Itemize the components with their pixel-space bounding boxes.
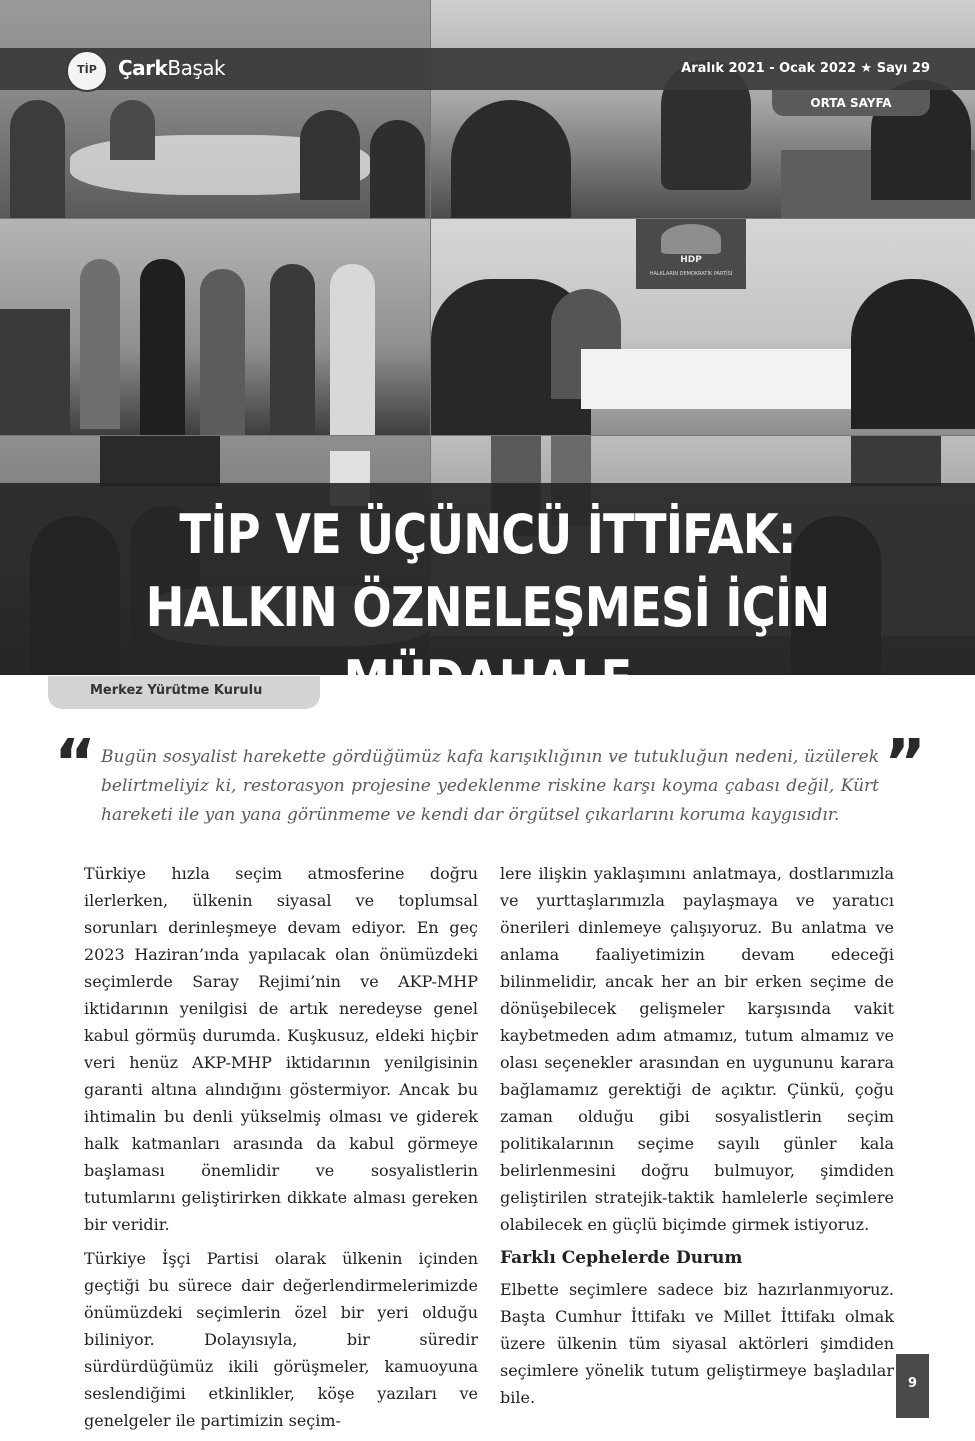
left-column [84, 860, 478, 1441]
logo-text: TİP [77, 63, 97, 76]
page-number: 9 [896, 1354, 929, 1418]
close-quote-icon: ” [884, 727, 927, 801]
hdp-sign-subtitle: HALKLARIN DEMOKRATİK PARTİSİ [649, 271, 733, 277]
brand-bold: Çark [118, 56, 168, 80]
paragraph: Türkiye İşçi Partisi olarak ülkenin içinden geçtiği bu sürece dair değerlendirmelerimizde önümüzdeki seçimlerin özel bir yeri olduğu biliniyor. Dolayısıyla, bir süredir sürdürdüğümüz ikili görüşmeler, kamuoyuna seslendiğimi etkinlikler, köşe yazıları ve genelgeler ile partimizin seçim- [84, 1249, 478, 1430]
section-tag: ORTA SAYFA [772, 90, 930, 116]
title-line-2: HALKIN ÖZNELEŞMESİ İÇİN MÜDAHALE [145, 576, 830, 712]
hdp-sign: HDP [680, 255, 702, 265]
brand-name[interactable] [118, 56, 225, 80]
paragraph: lere ilişkin yaklaşımını anlatmaya, dostlarımızla ve yurttaşlarımızla paylaşmaya ve yaratıcı önerileri dinlemeye çalışıyoruz. Bu anlatma ve anlama faaliyetimizin devam edeceği bilinmelidir, ancak her an bir erken seçime de dönüşebilecek gelişmeler karşısında vakit kaybetmeden adım atmamız, tutum almamız ve olası seçenekler arasından en uygununu karara bağlamamız gerektiği de açıktır. Çünkü, çoğu zaman olduğu gibi sosyalistlerin seçim politikalarının seçime sayılı günler kala belirlenmesini doğru bulmuyor, şimdiden geliştirilen stratejik-taktik hamlelerle seçimlere olabilecek en güçlü biçimde girmek istiyoruz. [500, 864, 894, 1234]
open-quote-icon: “ [54, 727, 97, 801]
group-photo [0, 219, 430, 435]
issue-info: Aralık 2021 - Ocak 2022 ★ Sayı 29 [681, 61, 930, 76]
paragraph: Elbette seçimlere sadece biz hazırlanmıyoruz. Başta Cumhur İttifakı ve Millet İttifakı olmak üzere ülkenin tüm siyasal aktörleri şimdiden seçimlere yönelik tutum geliştirmeye başladılar bile. [500, 1280, 894, 1407]
meeting-photo-1 [0, 0, 430, 218]
paragraph: Türkiye hızla seçim atmosferine doğru ilerlerken, ülkenin siyasal ve toplumsal sorunları derinleşmeye devam ediyor. En geç 2023 Haziran’ında yapılacak olan önümüzdeki seçimlerde Saray Rejimi’nin ve AKP-MHP iktidarının yenilgisi de artık neredeyse genel kabul görmüş durumda. Kuşkusuz, eldeki hiçbir veri henüz AKP-MHP iktidarının yenilgisinin garanti altına alındığını göstermiyor. Ancak bu ihtimalin bu denli yükselmiş olması ve giderek halk katmanları arasında da kabul görmeye başlaması önemlidir ve sosyalistlerin tutumlarını geliştirirken dikkate alması gereken bir veridir. [84, 864, 478, 1234]
title-line-1: TİP VE ÜÇÜNCÜ İTTİFAK: [179, 503, 796, 566]
pull-quote: Bugün sosyalist harekette gördüğümüz kafa karışıklığının ve tutukluğun nedeni, üzülerek belirtmeliyiz ki, restorasyon projesine yedeklenme riskine karşı koyma çabası değil, Kürt hareketi ile yan yana görünmeme ve kendi dar örgütsel çıkarlarını koruma kaygısıdır. [101, 747, 879, 825]
section-heading: Farklı Cephelerde Durum [500, 1248, 743, 1268]
brand-light: Başak [167, 56, 226, 80]
right-column [500, 860, 894, 1418]
tip-logo[interactable] [66, 50, 108, 92]
author-tag: Merkez Yürütme Kurulu [48, 676, 320, 709]
hdp-meeting-photo [431, 219, 975, 435]
